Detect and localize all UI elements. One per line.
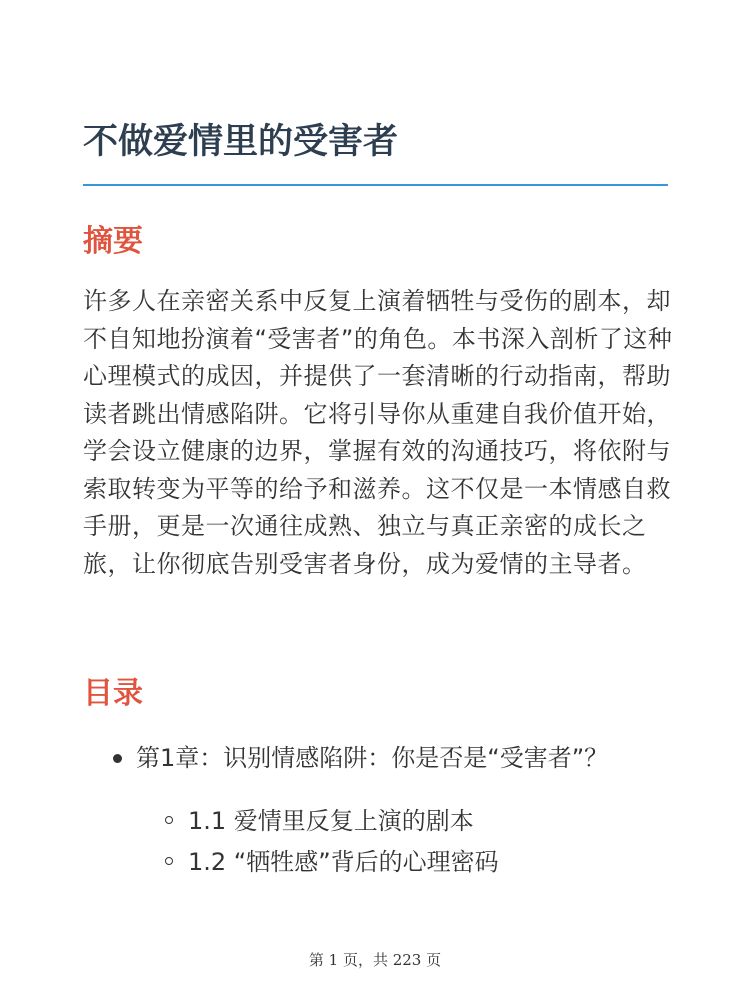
toc-heading: 目录 — [83, 676, 143, 711]
bullet-circle-icon — [165, 816, 173, 824]
toc-section-label: 1.2 “牺牲感”背后的心理密码 — [188, 848, 499, 876]
bullet-disc-icon — [113, 754, 122, 763]
toc-section-item[interactable] — [136, 801, 616, 842]
toc-chapter-item[interactable] — [83, 740, 616, 883]
document-title: 不做爱情里的受害者 — [83, 122, 399, 162]
title-divider — [83, 184, 668, 186]
bullet-circle-icon — [165, 857, 173, 865]
toc-section-item[interactable] — [136, 842, 616, 883]
summary-heading: 摘要 — [83, 224, 143, 259]
toc-list — [83, 740, 643, 883]
page-footer: 第 1 页，共 223 页 — [308, 951, 442, 969]
toc-section-list — [136, 801, 616, 883]
toc-section-label: 1.1 爱情里反复上演的剧本 — [188, 807, 474, 835]
summary-paragraph: 许多人在亲密关系中反复上演着牺牲与受伤的剧本，却不自知地扮演着“受害者”的角色。本书深入剖析了这种心理模式的成因，并提供了一套清晰的行动指南，帮助读者跳出情感陷阱。它将引导你从重建自我价值开始，学会设立健康的边界，掌握有效的沟通技巧，将依附与索取转变为平等的给予和滋养。这不仅是一本情感自救手册，更是一次通往成熟、独立与真正亲密的成长之旅，让你彻底告别受害者身份，成为爱情的主导者。 — [83, 287, 673, 578]
toc-chapter-label: 第1章：识别情感陷阱：你是否是“受害者”？ — [136, 744, 609, 772]
